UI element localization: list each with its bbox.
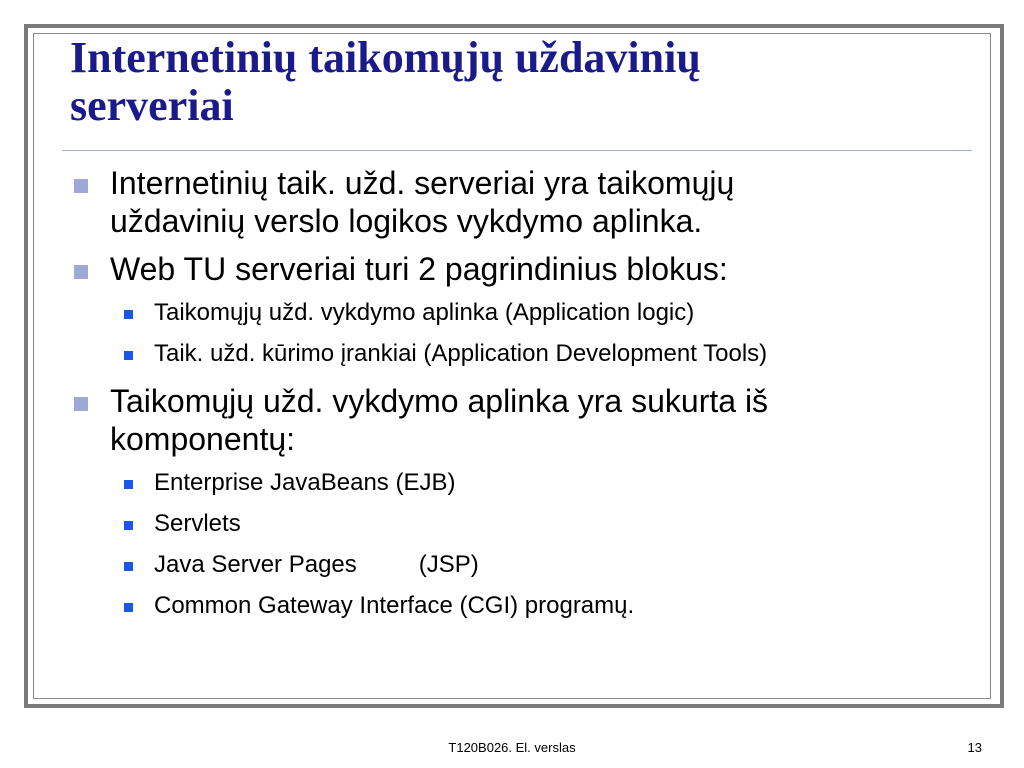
square-bullet-icon xyxy=(124,310,133,319)
sub-bullet-text: Enterprise JavaBeans (EJB) xyxy=(154,469,456,496)
square-bullet-icon xyxy=(74,397,88,411)
title-divider xyxy=(62,150,972,151)
footer-page-number: 13 xyxy=(967,740,982,755)
slide-content xyxy=(70,164,970,632)
sub-bullet-text: Taikomųjų užd. vykdymo aplinka (Application logic) xyxy=(154,299,695,326)
bullet-1-line-2: uždavinių verslo logikos vykdymo aplinka. xyxy=(110,203,703,239)
sub-bullet-text: Servlets xyxy=(154,510,241,537)
title-line-2: serveriai xyxy=(70,81,234,130)
sub-bullet-text: Taik. užd. kūrimo įrankiai (Application Development Tools) xyxy=(154,340,768,367)
bullet-1-line-1: Internetinių taik. užd. serveriai yra taikomųjų xyxy=(110,165,735,201)
sub-bullet-text: Java Server Pages xyxy=(154,551,357,578)
sub-bullet-3-4 xyxy=(70,591,970,621)
square-bullet-icon xyxy=(74,179,88,193)
bullet-2-text: Web TU serveriai turi 2 pagrindinius blokus: xyxy=(110,251,728,287)
sub-bullet-2-1 xyxy=(70,298,970,328)
slide-title xyxy=(70,34,970,130)
bullet-3-line-2: komponentų: xyxy=(110,421,296,457)
sub-bullet-jsp-suffix: (JSP) xyxy=(418,551,479,578)
sub-bullet-text: Common Gateway Interface (CGI) programų. xyxy=(154,592,635,619)
square-bullet-icon xyxy=(124,480,133,489)
square-bullet-icon xyxy=(74,265,88,279)
square-bullet-icon xyxy=(124,351,133,360)
sub-bullet-3-3 xyxy=(70,550,970,580)
bullet-2 xyxy=(70,250,970,288)
square-bullet-icon xyxy=(124,603,133,612)
sub-bullet-3-1 xyxy=(70,468,970,498)
sub-bullet-3-2 xyxy=(70,509,970,539)
title-line-1: Internetinių taikomųjų uždavinių xyxy=(70,33,701,82)
square-bullet-icon xyxy=(124,521,133,530)
sub-bullet-2-2 xyxy=(70,339,970,369)
bullet-1 xyxy=(70,164,970,240)
bullet-3 xyxy=(70,382,970,458)
square-bullet-icon xyxy=(124,562,133,571)
bullet-3-line-1: Taikomųjų užd. vykdymo aplinka yra sukurta iš xyxy=(110,383,769,419)
footer-course-label: T120B026. El. verslas xyxy=(448,740,576,755)
